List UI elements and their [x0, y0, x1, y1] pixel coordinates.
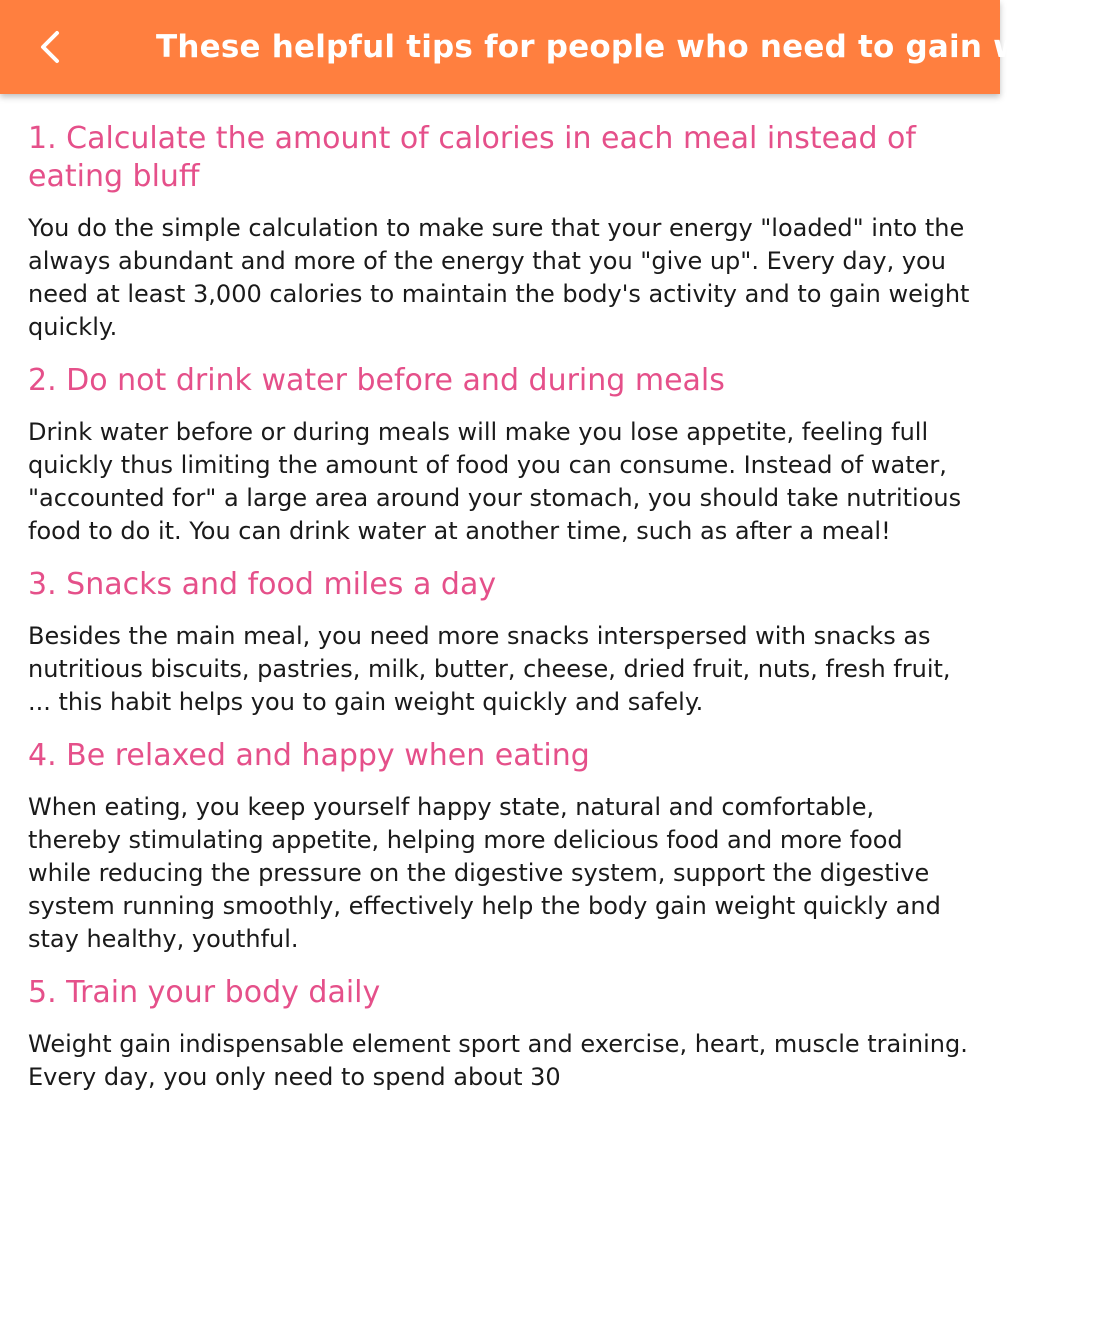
- page-title: These helpful tips for people who need to gain weight: [156, 29, 1114, 65]
- back-button[interactable]: [0, 0, 100, 94]
- tip-body: Besides the main meal, you need more snacks interspersed with snacks as nutritious biscuits, pastries, milk, butter, cheese, dried fruit, nuts, fresh fruit, ... this habit helps you to gain weight quickly and safely.: [28, 622, 951, 716]
- tip-body: When eating, you keep yourself happy state, natural and comfortable, thereby stimulating appetite, helping more delicious food and more food while reducing the pressure on the digestive system, support the digestive system running smoothly, effectively help the body gain weight quickly and stay healthy, youthful.: [28, 793, 941, 953]
- tip-heading: 4. Be relaxed and happy when eating: [28, 738, 590, 773]
- bottom-blank-area: [0, 1226, 1000, 1334]
- tip-section: [28, 362, 972, 548]
- tip-heading: 3. Snacks and food miles a day: [28, 567, 497, 602]
- tip-section: [28, 974, 972, 1094]
- tip-heading: 2. Do not drink water before and during meals: [28, 363, 725, 398]
- chevron-left-icon: [35, 29, 65, 65]
- tip-heading: 1. Calculate the amount of calories in each meal instead of eating bluff: [28, 121, 916, 194]
- app-bar: [0, 0, 1114, 94]
- tip-body: Weight gain indispensable element sport and exercise, heart, muscle training. Every day, you only need to spend about 30: [28, 1030, 968, 1091]
- tip-section: [28, 566, 972, 719]
- tip-section: [28, 737, 972, 956]
- article-scroll-area[interactable]: [0, 94, 1000, 1226]
- tip-body: You do the simple calculation to make sure that your energy "loaded" into the always abundant and more of the energy that you "give up". Every day, you need at least 3,000 calories to maintain the body's activity and to gain weight quickly.: [28, 214, 970, 341]
- article-content: [0, 94, 1000, 1094]
- tip-section: [28, 120, 972, 344]
- tip-heading: 5. Train your body daily: [28, 975, 381, 1010]
- tip-body: Drink water before or during meals will make you lose appetite, feeling full quickly thus limiting the amount of food you can consume. Instead of water, "accounted for" a large area around your stomach, you should take nutritious food to do it. You can drink water at another time, such as after a meal!: [28, 418, 962, 545]
